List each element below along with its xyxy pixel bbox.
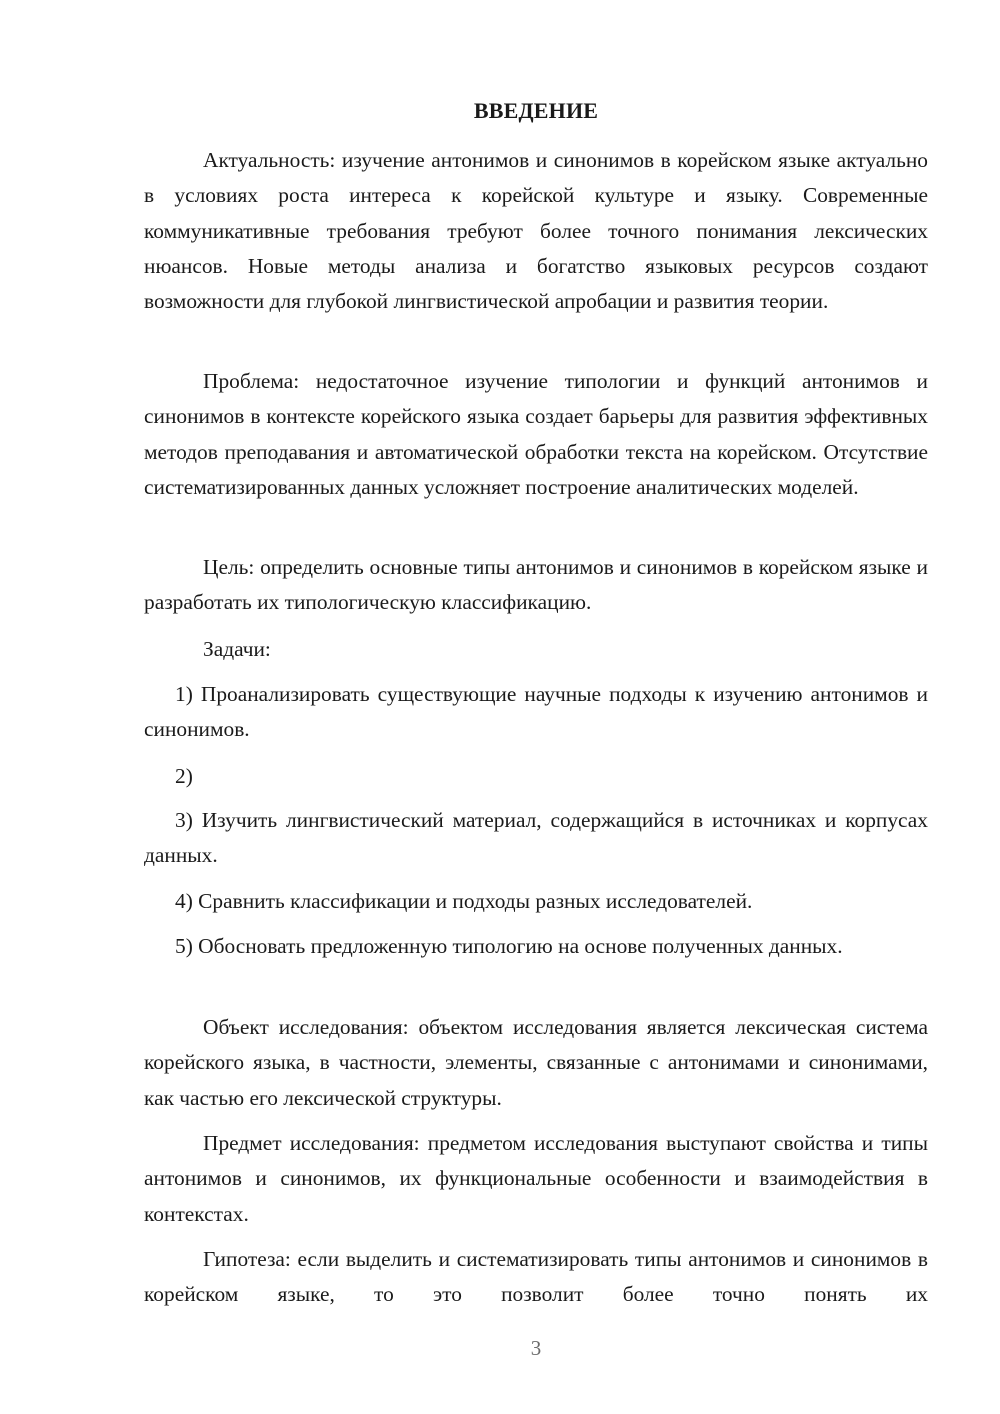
document-page <box>144 0 928 1414</box>
paragraph-subject: Предмет исследования: предметом исследования выступают свойства и типы антонимов и синонимов, их функциональные особенности и взаимодействия в контекстах. <box>144 1131 928 1226</box>
paragraph-goal: Цель: определить основные типы антонимов и синонимов в корейском языке и разработать их типологическую классификацию. <box>144 555 928 615</box>
task-item-3: 3) Изучить лингвистический материал, содержащийся в источниках и корпусах данных. <box>144 808 928 868</box>
paragraph-relevance: Актуальность: изучение антонимов и синонимов в корейском языке актуально в условиях роста интереса к корейской культуре и языку. Современные коммуникативные требования требуют более точного понимания лексических нюансов. Новые методы анализа и богатство языковых ресурсов создают возможности для глубокой лингвистической апробации и развития теории. <box>144 148 928 314</box>
task-item-1: 1) Проанализировать существующие научные подходы к изучению антонимов и синонимов. <box>144 682 928 742</box>
section-heading: ВВЕДЕНИЕ <box>473 98 599 123</box>
paragraph-tasks-label: Задачи: <box>203 637 271 661</box>
task-item-5: 5) Обосновать предложенную типологию на основе полученных данных. <box>175 934 843 958</box>
paragraph-hypothesis: Гипотеза: если выделить и систематизировать типы антонимов и синонимов в корейском языке, то это позволит более точно понять их <box>144 1247 928 1307</box>
page-number: 3 <box>530 1336 542 1360</box>
paragraph-object: Объект исследования: объектом исследования является лексическая система корейского языка, в частности, элементы, связанные с антонимами и синонимами, как частью его лексической структуры. <box>144 1015 928 1110</box>
task-item-2: 2) <box>175 764 193 788</box>
task-item-4: 4) Сравнить классификации и подходы разных исследователей. <box>175 889 753 913</box>
paragraph-problem: Проблема: недостаточное изучение типологии и функций антонимов и синонимов в контексте корейского языка создает барьеры для развития эффективных методов преподавания и автоматической обработки текста на корейском. Отсутствие систематизированных данных усложняет построение аналитических моделей. <box>144 369 928 499</box>
